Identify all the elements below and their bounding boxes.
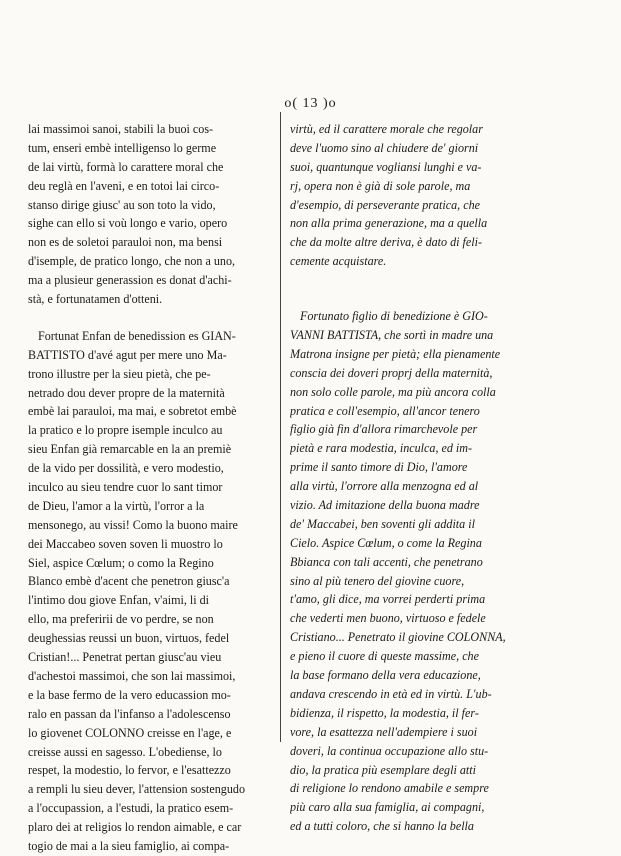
left-line: Siel, aspice Cœlum; o como la Regino xyxy=(28,555,214,570)
right-line: di religione lo rendono amabile e sempre xyxy=(290,781,489,796)
right-line: la base formano della vera educazione, xyxy=(290,668,481,683)
left-line: de Dieu, l'amor a la virtù, l'orror a la xyxy=(28,498,205,513)
right-line: virtù, ed il carattere morale che regolar xyxy=(290,122,483,136)
left-line: de la vido per dossilità, e vero modestio, xyxy=(28,461,224,476)
right-line: VANNI BATTISTA, che sortì in madre una xyxy=(290,328,494,343)
right-line: t'amo, gli dice, ma vorrei perderti prima xyxy=(290,592,486,607)
left-line: ma a plusieur generassion es donat d'achi- xyxy=(28,273,232,288)
right-line: vizio. Ad imitazione della buona madre xyxy=(290,498,480,513)
left-column-occitan xyxy=(28,120,272,856)
right-line: d'esempio, di perseverante pratica, che xyxy=(290,197,480,212)
right-line: pietà e rara modestia, inculca, ed im- xyxy=(290,441,473,456)
right-line: alla virtù, l'orrore alla menzogna ed al xyxy=(290,479,479,494)
right-line: sino al più tenero del giovine cuore, xyxy=(290,573,465,588)
right-line: Cristiano... Penetrato il giovine COLONNA, xyxy=(290,630,506,645)
left-line: d'isemple, de pratico longo, che non a uno, xyxy=(28,254,236,269)
left-line: stanso dirige giusc' au son toto la vido, xyxy=(28,197,216,212)
right-line: ed a tutti coloro, che si hanno la bella xyxy=(290,819,474,834)
left-line: respet, la modestio, lo fervor, e l'esattezzo xyxy=(28,763,231,778)
right-line: che vederti men buono, virtuoso e fedele xyxy=(290,611,486,626)
left-line: d'achestoi massimoi, che son lai massimoi, xyxy=(28,668,236,683)
right-paragraph-gap xyxy=(290,289,530,307)
right-line: deve l'uomo sino al chiudere de' giorni xyxy=(290,140,479,155)
left-line: inculco au sieu tendre cuor lo sant timor xyxy=(28,480,223,495)
left-line: l'intimo dou giove Enfan, v'aimi, li di xyxy=(28,593,210,608)
left-line: Cristian!... Penetrat pertan giusc'au vieu xyxy=(28,650,222,665)
right-line: Fortunato figlio di benedizione è GIO- xyxy=(300,309,488,324)
right-line: e pieno il cuore di queste massime, che xyxy=(290,649,479,664)
left-line: Fortunat Enfan de benedission es GIAN- xyxy=(38,328,236,343)
left-line: lai massimoi sanoi, stabili la buoi cos- xyxy=(28,122,214,136)
right-line: andava crescendo in età ed in virtù. L'ub- xyxy=(290,686,492,701)
right-line: Matrona insigne per pietà; ella pienamente xyxy=(290,346,501,361)
right-line: bidienza, il rispetto, la modestia, il fer- xyxy=(290,705,479,720)
left-line: ralo en passan da l'infanso a l'adolescenso xyxy=(28,706,231,721)
left-line: sieu Enfan già remarcable en la an premiè xyxy=(28,442,232,457)
left-line: de lai virtù, formà lo carattere moral che xyxy=(28,159,224,174)
right-line: figlio già fin d'allora rimarchevole per xyxy=(290,422,478,437)
left-line: dei Maccabeo soven soven li muostro lo xyxy=(28,536,223,551)
right-line: non alla prima generazione, ma a quella xyxy=(290,216,488,231)
right-line: più caro alla sua famiglia, ai compagni, xyxy=(290,800,485,815)
page-number: o( 13 )o xyxy=(284,96,337,111)
left-line: mensonego, au vissi! Como la buono maire xyxy=(28,517,238,532)
left-line: a rempli lu sieu dever, l'attension sostengudo xyxy=(28,782,245,797)
right-line: cemente acquistare. xyxy=(290,254,387,269)
left-line: Blanco embè d'acent che penetron giusc'a xyxy=(28,574,230,589)
left-line: deughessias reussi un buon, virtuos, fedel xyxy=(28,631,230,646)
left-line: plaro dei at religios lo rendon aimable, e car xyxy=(28,820,242,835)
left-line: trono illustre per la sieu pietà, che pe- xyxy=(28,366,211,381)
left-line: la pratico e lo propre isemple inculco au xyxy=(28,423,223,438)
right-line: rj, opera non è già di sole parole, ma xyxy=(290,178,471,193)
left-paragraph-gap xyxy=(28,309,272,327)
left-line: embè lai parauloi, ma mai, e sobretot embè xyxy=(28,404,237,419)
left-line: ello, ma preferirii de vo perdre, se non xyxy=(28,612,214,627)
right-line: che da molte altre deriva, è dato di feli- xyxy=(290,235,482,250)
left-line: e la base fermo de la vero educassion mo- xyxy=(28,687,231,702)
left-line: deu reglà en l'aveni, e en totoi lai circo- xyxy=(28,178,220,193)
left-line: BATTISTO d'avé agut per mere uno Ma- xyxy=(28,347,227,362)
column-divider xyxy=(280,112,281,742)
left-line: stà, e fortunatamen d'otteni. xyxy=(28,292,163,307)
left-line: non es de soletoi parauloi non, ma bensi xyxy=(28,235,223,250)
left-line: sighe can ello si voù longo e vario, opero xyxy=(28,216,228,231)
left-line: lo giovenet COLONNO creisse en l'age, e xyxy=(28,725,232,740)
left-line: a l'occupassion, a l'estudi, la pratico esem- xyxy=(28,801,234,816)
right-line: dio, la pratica più esemplare degli atti xyxy=(290,762,476,777)
left-line: netrado dou dever propre de la maternità xyxy=(28,385,225,400)
right-line: non solo colle parole, ma più ancora colla xyxy=(290,384,496,399)
right-line: pratica e coll'esempio, all'ancor tenero xyxy=(290,403,480,418)
right-line: Bbianca con tali accenti, che penetrano xyxy=(290,554,483,569)
right-paragraph-gap xyxy=(290,271,530,289)
left-line: togio de mai a la sieu famiglio, ai compa- xyxy=(28,838,230,853)
right-column-italian xyxy=(290,120,530,836)
right-line: de' Maccabei, ben soventi gli addita il xyxy=(290,516,475,531)
right-line: doveri, la continua occupazione allo stu- xyxy=(290,743,489,758)
left-line: creisse aussi en sagesso. L'obediense, lo xyxy=(28,744,222,759)
right-line: prime il santo timore di Dio, l'amore xyxy=(290,460,468,475)
right-line: vore, la esattezza nell'adempiere i suoi xyxy=(290,724,478,739)
right-line: suoi, quantunque vogliansi lunghi e va- xyxy=(290,159,482,174)
right-line: conscia dei doveri proprj della maternità, xyxy=(290,365,493,380)
right-line: Cielo. Aspice Cœlum, o come la Regina xyxy=(290,535,482,550)
left-line: tum, enseri embè intelligenso lo germe xyxy=(28,140,217,155)
